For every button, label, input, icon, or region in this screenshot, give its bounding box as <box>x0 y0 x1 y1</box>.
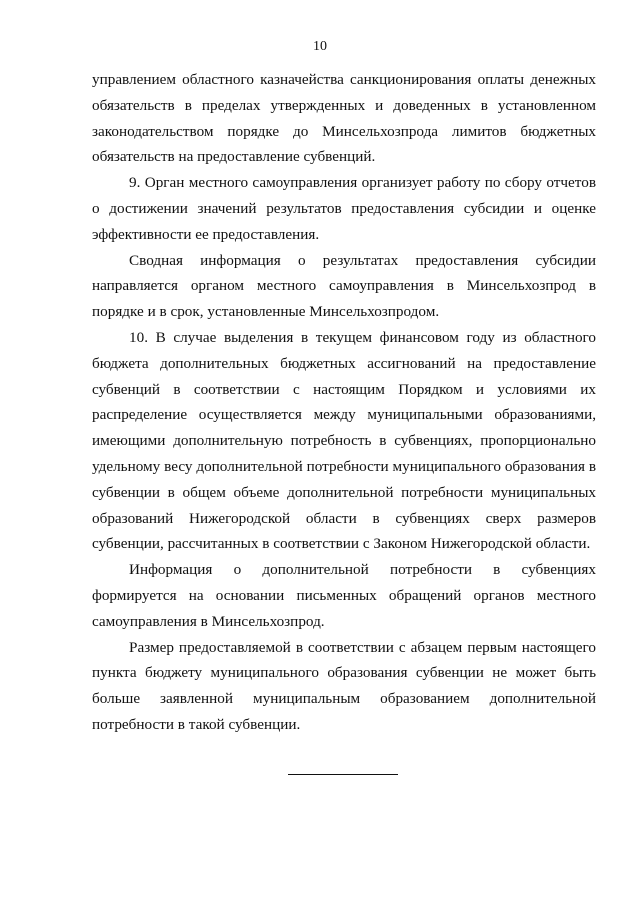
paragraph-item-9: 9. Орган местного самоуправления организует работу по сбору отчетов о достижении значений результатов предоставления субсидии и оценке эффективности ее предоставления. <box>92 174 596 243</box>
paragraph-subvention-size: Размер предоставляемой в соответствии с абзацем первым настоящего пункта бюджету муниципального образования субвенции не может быть больше заявленной муниципальным образованием дополнительной потребности в такой субвенции. <box>92 638 596 733</box>
paragraph-additional-need-info: Информация о дополнительной потребности в субвенциях формируется на основании письменных обращений органов местного самоуправления в Минсельхозпрод. <box>92 561 596 630</box>
document-body <box>92 67 596 738</box>
page-number: 10 <box>313 39 327 54</box>
paragraph-treasury-continuation: управлением областного казначейства санкционирования оплаты денежных обязательств в пределах утвержденных и доведенных в установленном законодательством порядке до Минсельхозпрода лимитов бюджетных обязательств на предоставление субвенций. <box>92 71 596 166</box>
paragraph-summary-info: Сводная информация о результатах предоставления субсидии направляется органом местного самоуправления в Минсельхозпрод в порядке и в срок, установленные Минсельхозпродом. <box>92 251 596 321</box>
paragraph-item-10: 10. В случае выделения в текущем финансовом году из областного бюджета дополнительных бюджетных ассигнований на предоставление субвенций в соответствии с настоящим Порядком и условиями их распределение осуществляется между муниципальными образованиями, имеющими дополнительную потребность в субвенциях, пропорционально удельному весу дополнительной потребности муниципального образования в субвенции в общем объеме дополнительной потребности муниципальных образований Нижегородской области в субвенциях сверх размеров субвенции, рассчитанных в соответствии с Законом Нижегородской области. <box>92 328 596 553</box>
end-divider-line <box>288 774 398 775</box>
